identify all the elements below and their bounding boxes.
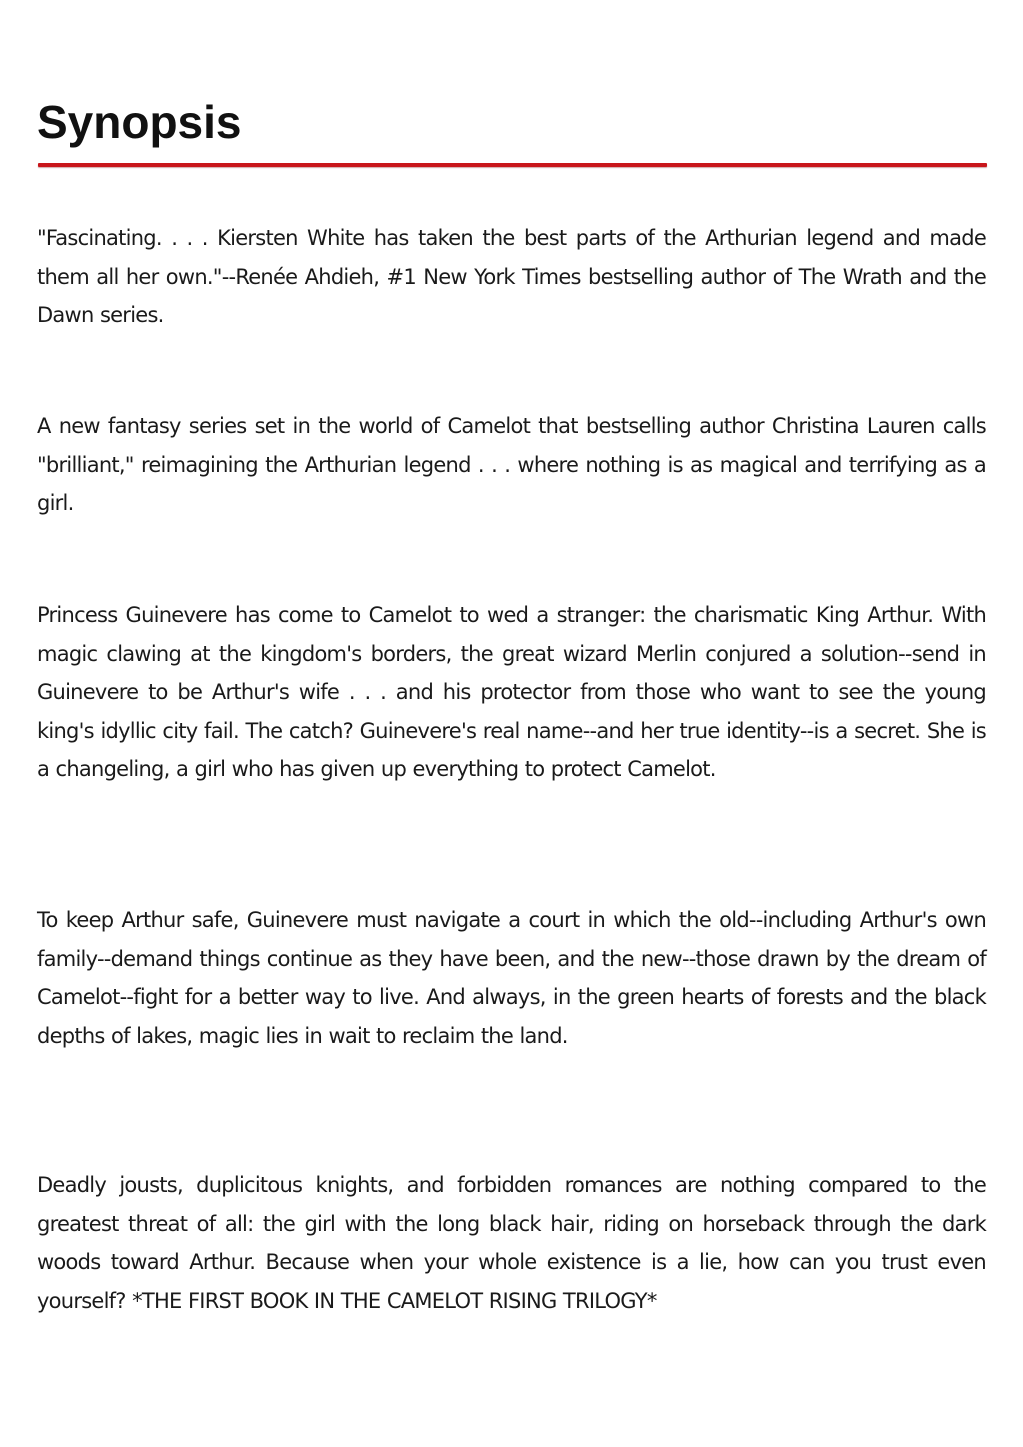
synopsis-paragraph-3: Princess Guinevere has come to Camelot to wed a stranger: the charismatic King Arthur. With magic clawing at the kingdom's borders, the great wizard Merlin conjured a solution--send in Guinevere to be Arthur's wife . . . and his protector from those who want to see the young king's idyllic city fail. The catch? Guinevere's real name--and her true identity--is a secret. She is a changeling, a girl who has given up everything to protect Camelot. <box>37 603 986 782</box>
synopsis-paragraph-2: A new fantasy series set in the world of Camelot that bestselling author Christina Lauren calls "brilliant," reimagining the Arthurian legend . . . where nothing is as magical and terrifying as a girl. <box>37 414 986 516</box>
title-underline-divider <box>38 163 987 167</box>
page-title: Synopsis <box>37 96 242 148</box>
synopsis-paragraph-1: "Fascinating. . . . Kiersten White has taken the best parts of the Arthurian legend and made them all her own."--Renée Ahdieh, #1 New York Times bestselling author of The Wrath and the Dawn series. <box>37 226 986 328</box>
synopsis-paragraph-4: To keep Arthur safe, Guinevere must navigate a court in which the old--including Arthur's own family--demand things continue as they have been, and the new--those drawn by the dream of Camelot--fight for a better way to live. And always, in the green hearts of forests and the black depths of lakes, magic lies in wait to reclaim the land. <box>37 908 986 1048</box>
synopsis-paragraph-5: Deadly jousts, duplicitous knights, and forbidden romances are nothing compared to the greatest threat of all: the girl with the long black hair, riding on horseback through the dark woods toward Arthur. Because when your whole existence is a lie, how can you trust even yourself? *THE FIRST BOOK IN THE CAMELOT RISING TRILOGY* <box>37 1173 986 1313</box>
